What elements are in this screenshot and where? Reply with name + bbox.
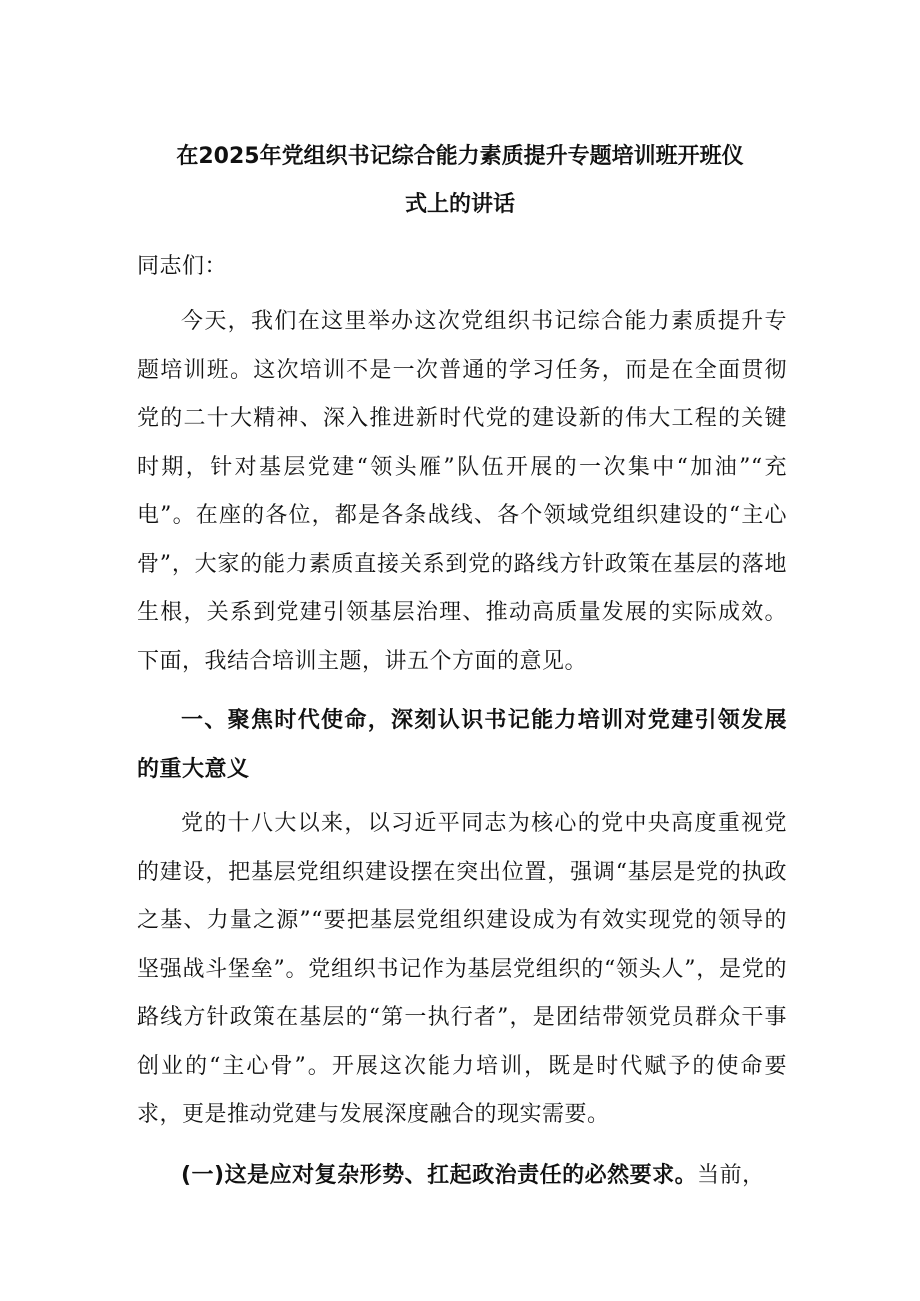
paragraph-section-1: 党的十八大以来，以习近平同志为核心的党中央高度重视党的建设，把基层党组织建设摆在突出位置，强调“基层是党的执政之基、力量之源”“要把基层党组织建设成为有效实现党的领导的坚强战斗堡垒”。党组织书记作为基层党组织的“领头人”，是党的路线方针政策在基层的“第一执行者”，是团结带领党员群众干事创业的“主心骨”。开展这次能力培训，既是时代赋予的使命要求，更是推动党建与发展深度融合的现实需要。 (137, 811, 787, 1127)
document-title-line-1: 在2025年党组织书记综合能力素质提升专题培训班开班仪 (176, 144, 744, 169)
document-title-line-2: 式上的讲话 (404, 192, 515, 217)
subheading-1-text: (一)这是应对复杂形势、扛起政治责任的必然要求。 (181, 1163, 698, 1188)
subheading-1-tail: 当前， (697, 1163, 765, 1188)
salutation: 同志们： (137, 254, 228, 279)
subheading-1 (137, 1152, 787, 1201)
paragraph-intro: 今天，我们在这里举办这次党组织书记综合能力素质提升专题培训班。这次培训不是一次普通的学习任务，而是在全面贯彻党的二十大精神、深入推进新时代党的建设新的伟大工程的关键时期，针对基层党建“领头雁”队伍开展的一次集中“加油”“充电”。在座的各位，都是各条战线、各个领域党组织建设的“主心骨”，大家的能力素质直接关系到党的路线方针政策在基层的落地生根，关系到党建引领基层治理、推动高质量发展的实际成效。下面，我结合培训主题，讲五个方面的意见。 (137, 309, 787, 674)
section-heading-1: 一、聚焦时代使命，深刻认识书记能力培训对党建引领发展的重大意义 (137, 708, 787, 782)
